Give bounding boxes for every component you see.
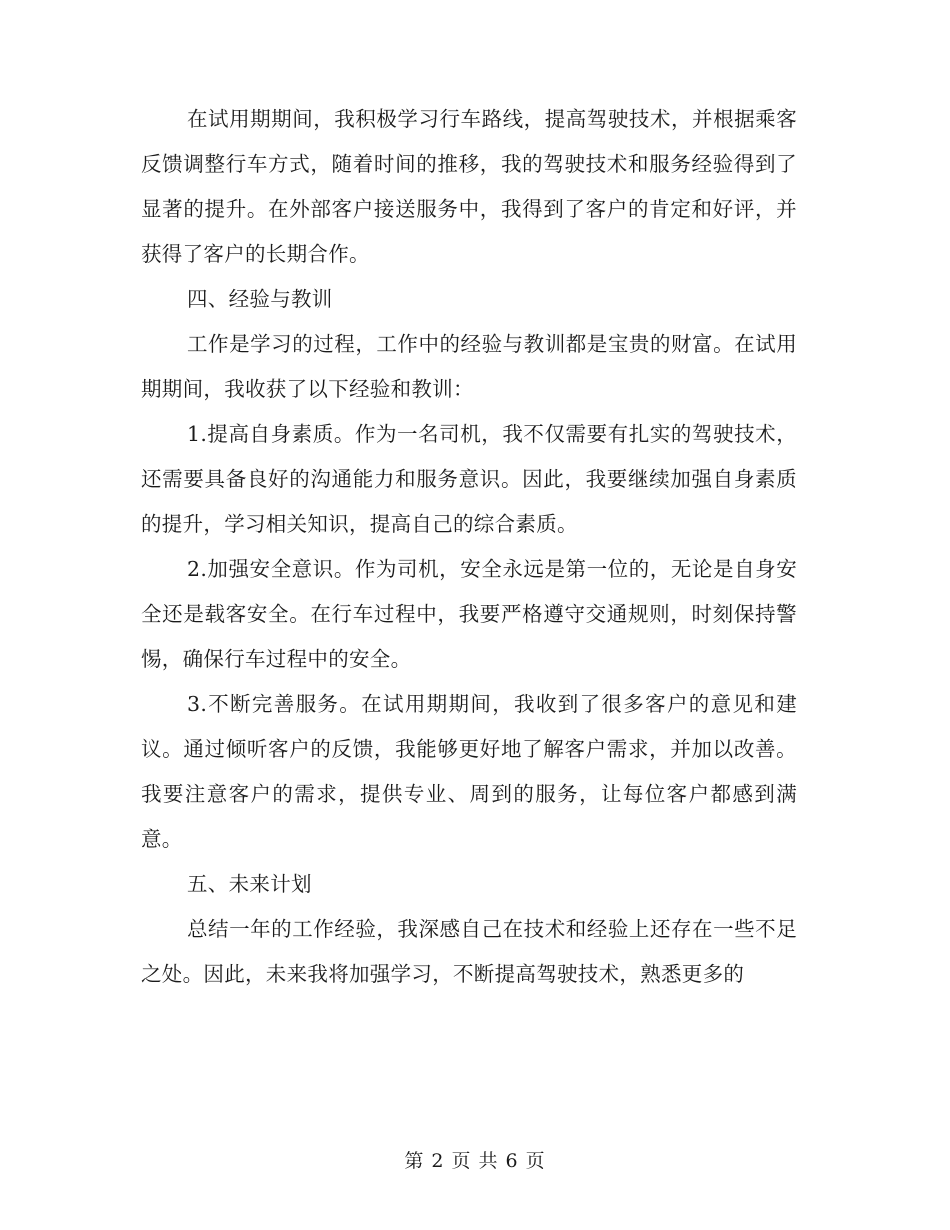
paragraph-trial-period: 在试用期期间，我积极学习行车路线，提高驾驶技术，并根据乘客反馈调整行车方式，随着时间的推移，我的驾驶技术和服务经验得到了显著的提升。在外部客户接送服务中，我得到了客户的肯定和好评，并获得了客户的长期合作。	[141, 107, 797, 266]
page-number-footer: 第 2 页 共 6 页	[404, 1150, 546, 1172]
paragraph-future-plan: 总结一年的工作经验，我深感自己在技术和经验上还存在一些不足之处。因此，未来我将加强学习，不断提高驾驶技术，熟悉更多的	[141, 917, 797, 986]
heading-experience-lessons: 四、经验与教训	[187, 287, 333, 311]
list-item-improve-service: 3.不断完善服务。在试用期期间，我收到了很多客户的意见和建议。通过倾听客户的反馈，我能够更好地了解客户需求，并加以改善。我要注意客户的需求，提供专业、周到的服务，让每位客户都感到满意。	[141, 692, 797, 851]
document-body	[141, 97, 797, 997]
heading-future-plan: 五、未来计划	[187, 872, 312, 896]
list-item-improve-quality: 1.提高自身素质。作为一名司机，我不仅需要有扎实的驾驶技术，还需要具备良好的沟通能力和服务意识。因此，我要继续加强自身素质的提升，学习相关知识，提高自己的综合素质。	[141, 422, 797, 536]
list-item-safety-awareness: 2.加强安全意识。作为司机，安全永远是第一位的，无论是自身安全还是载客安全。在行车过程中，我要严格遵守交通规则，时刻保持警惕，确保行车过程中的安全。	[141, 557, 797, 671]
paragraph-work-is-learning: 工作是学习的过程，工作中的经验与教训都是宝贵的财富。在试用期期间，我收获了以下经验和教训：	[141, 332, 797, 401]
